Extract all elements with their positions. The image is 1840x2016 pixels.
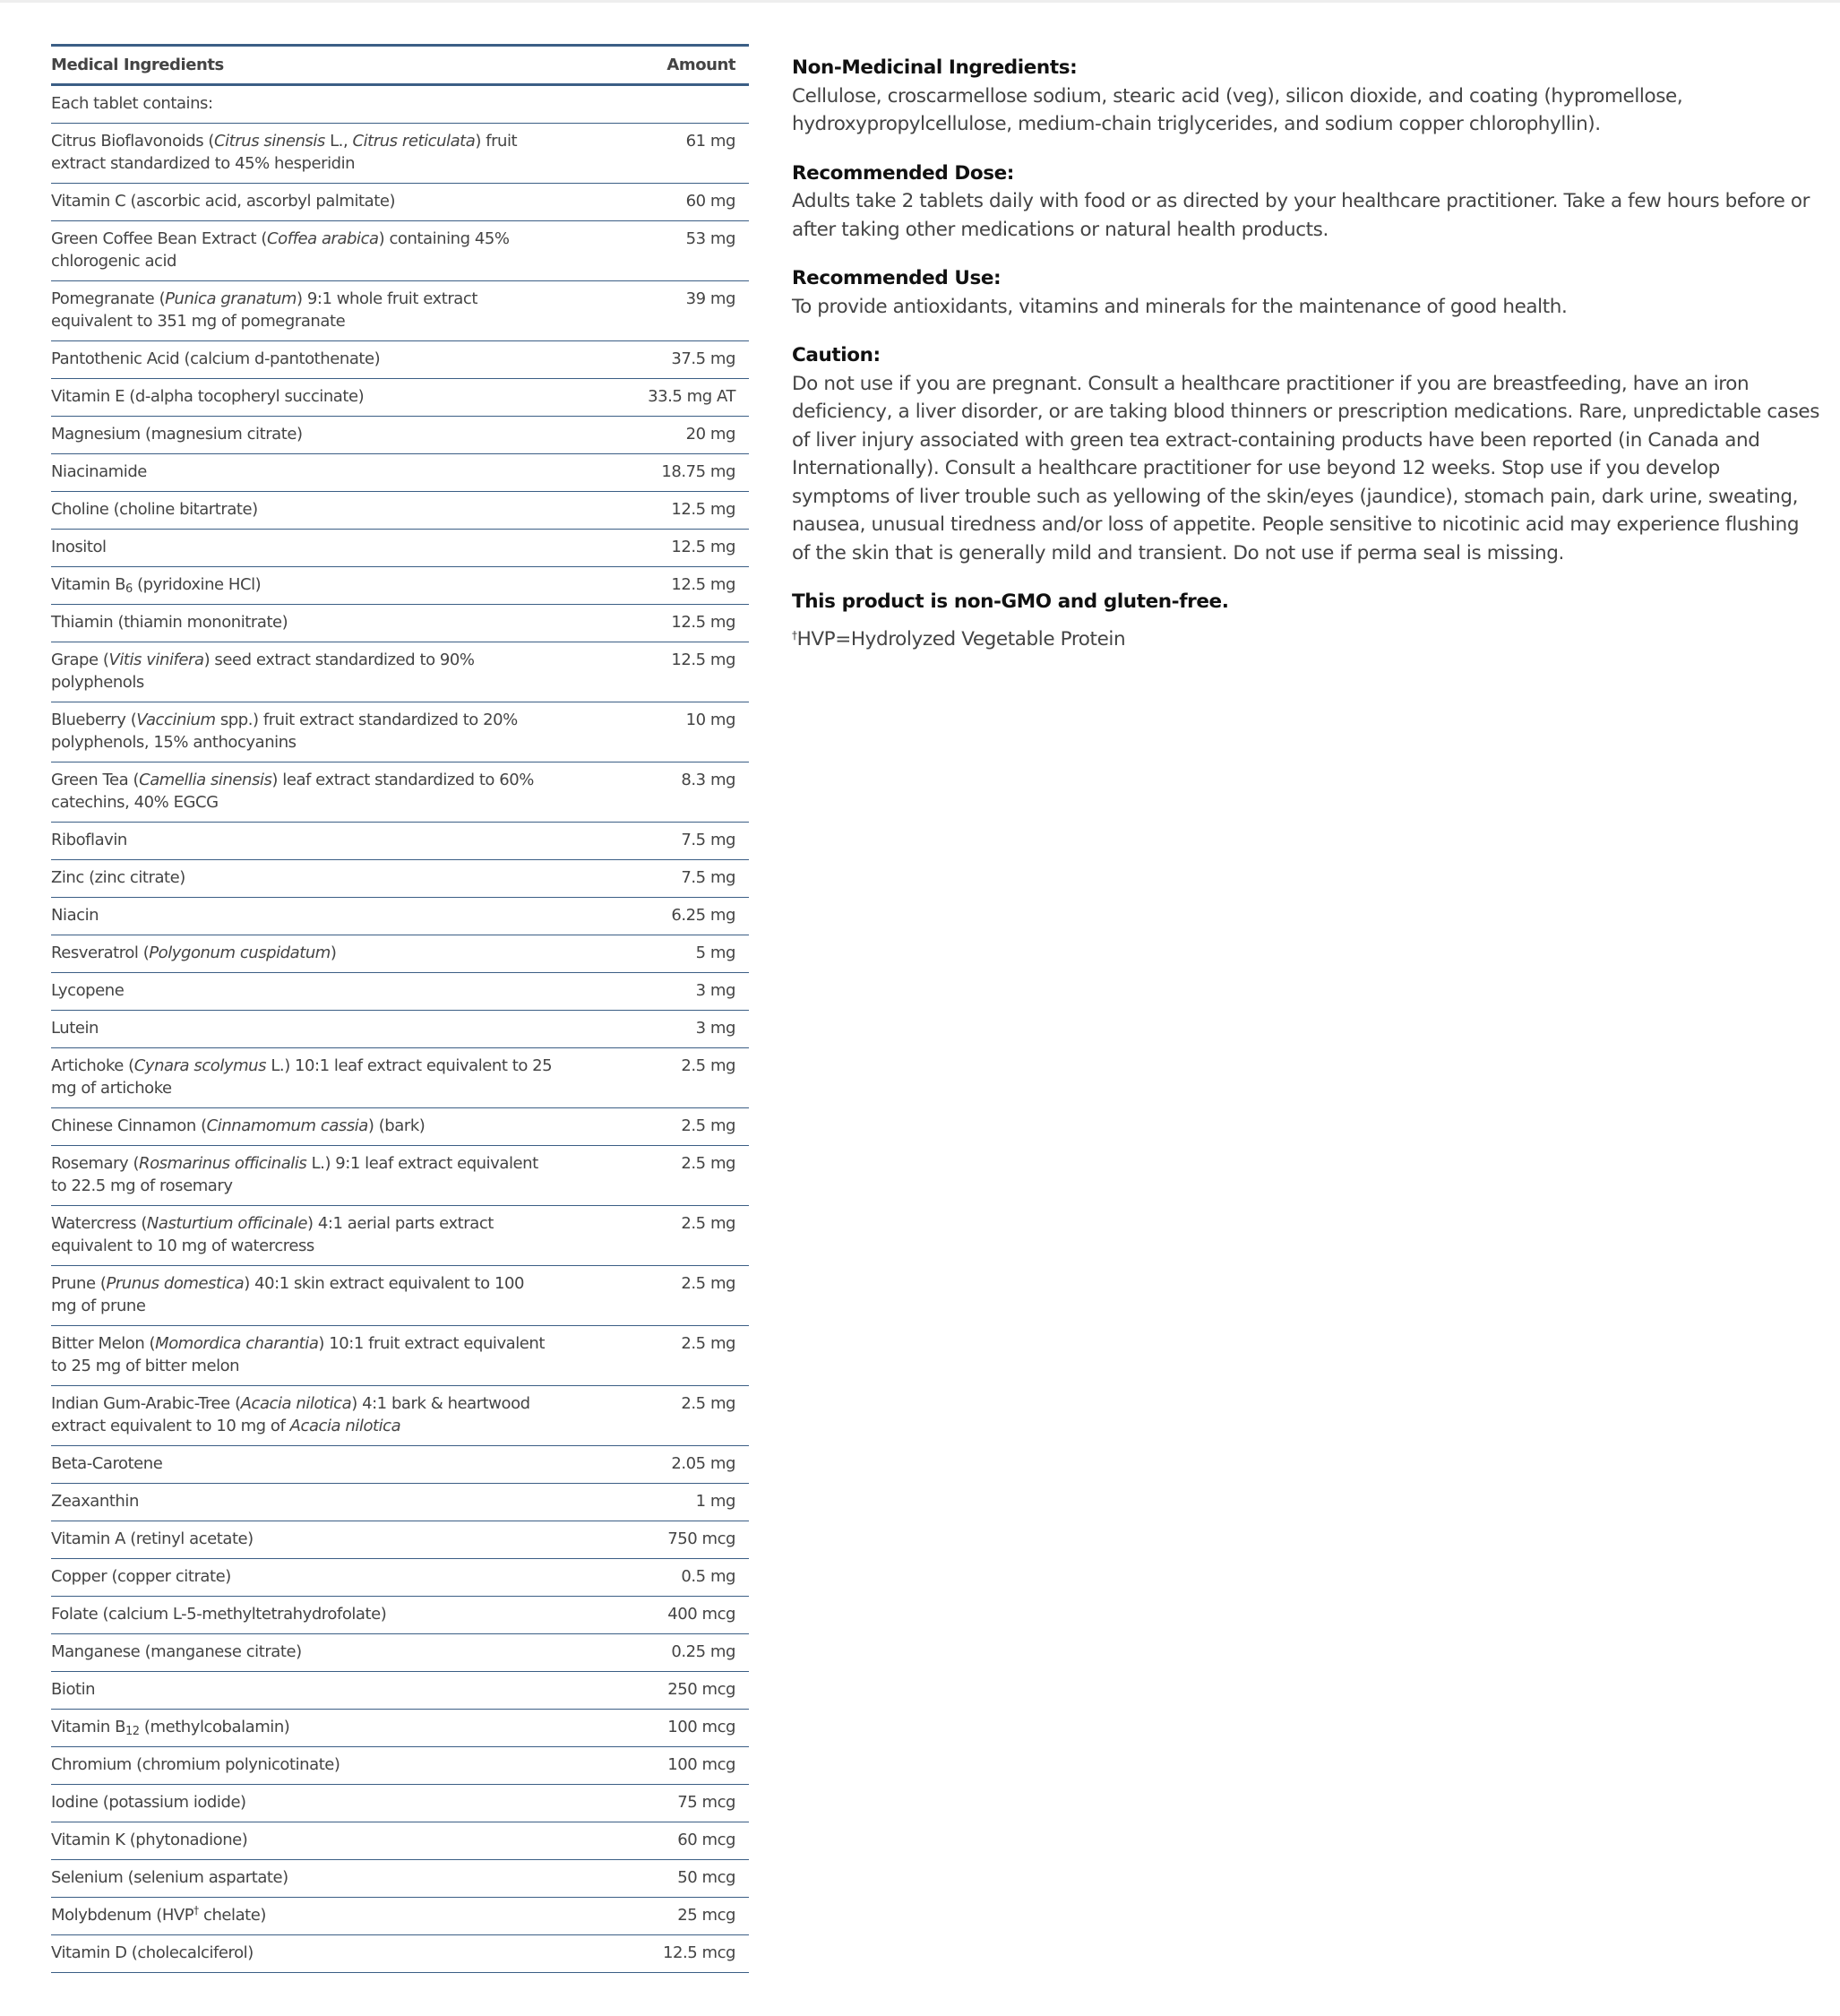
name-text: ) leaf extract standardized to 60% catechins, 40% EGCG <box>51 771 534 812</box>
table-row <box>51 1146 749 1206</box>
latin-name: Acacia nilotica <box>289 1417 401 1435</box>
latin-name: Acacia nilotica <box>240 1394 352 1413</box>
dagger-mark: † <box>792 628 797 642</box>
name-text: Magnesium (magnesium citrate) <box>51 425 303 444</box>
name-text: Grape ( <box>51 650 109 669</box>
ingredient-amount: 5 mg <box>562 935 749 973</box>
name-text: Iodine (potassium iodide) <box>51 1793 246 1812</box>
ingredient-name <box>51 1048 562 1108</box>
ingredient-name <box>51 1326 562 1386</box>
table-row <box>51 1860 749 1898</box>
ingredient-name <box>51 454 562 492</box>
ingredient-name <box>51 1672 562 1710</box>
latin-name: Coffea arabica <box>267 229 379 248</box>
ingredient-amount: 3 mg <box>562 973 749 1011</box>
ingredient-name <box>51 702 562 762</box>
table-row <box>51 1559 749 1597</box>
ingredient-amount: 39 mg <box>562 281 749 341</box>
ingredient-amount: 61 mg <box>562 124 749 184</box>
use-heading: Recommended Use: <box>792 267 1002 289</box>
table-row <box>51 1898 749 1935</box>
name-text: Pantothenic Acid (calcium d-pantothenate) <box>51 349 381 368</box>
ingredient-amount: 3 mg <box>562 1011 749 1048</box>
table-row <box>51 860 749 898</box>
name-text: chelate) <box>198 1906 266 1925</box>
ingredient-name <box>51 1597 562 1634</box>
latin-name: Momordica charantia <box>155 1334 319 1353</box>
script-text: 12 <box>125 1725 140 1738</box>
table-header-row <box>51 46 749 85</box>
name-text: L., <box>324 132 353 151</box>
name-text: Vitamin C (ascorbic acid, ascorbyl palmitate) <box>51 192 396 211</box>
dose-heading: Recommended Dose: <box>792 161 1014 185</box>
amount-column-header: Amount <box>562 46 749 85</box>
name-text: Vitamin E (d-alpha tocopheryl succinate) <box>51 387 365 406</box>
table-row <box>51 1634 749 1672</box>
latin-name: Prunus domestica <box>106 1274 245 1293</box>
ingredient-name <box>51 567 562 605</box>
ingredient-name <box>51 1146 562 1206</box>
ingredient-name <box>51 124 562 184</box>
ingredient-name <box>51 1484 562 1521</box>
name-text: Chromium (chromium polynicotinate) <box>51 1755 340 1774</box>
ingredient-amount: 75 mcg <box>562 1785 749 1822</box>
ingredient-name <box>51 379 562 417</box>
table-row <box>51 605 749 642</box>
name-text: Bitter Melon ( <box>51 1334 156 1353</box>
ingredient-column-header: Medical Ingredients <box>51 46 562 85</box>
ingredient-name <box>51 605 562 642</box>
ingredient-name <box>51 1860 562 1898</box>
ingredient-name <box>51 341 562 379</box>
name-text: ) (bark) <box>367 1116 426 1135</box>
name-text: Zeaxanthin <box>51 1492 139 1511</box>
ingredient-amount: 53 mg <box>562 221 749 281</box>
ingredient-amount: 250 mcg <box>562 1672 749 1710</box>
ingredient-amount: 0.5 mg <box>562 1559 749 1597</box>
ingredient-amount: 25 mcg <box>562 1898 749 1935</box>
name-text: Biotin <box>51 1680 96 1699</box>
ingredient-amount: 37.5 mg <box>562 341 749 379</box>
table-row <box>51 417 749 454</box>
latin-name: Polygonum cuspidatum <box>149 943 331 962</box>
ingredient-name <box>51 221 562 281</box>
name-text: Choline (choline bitartrate) <box>51 500 258 519</box>
use-text: To provide antioxidants, vitamins and minerals for the maintenance of good health. <box>792 295 1568 318</box>
table-row <box>51 1484 749 1521</box>
ingredient-name <box>51 1011 562 1048</box>
ingredient-name <box>51 860 562 898</box>
non-medicinal-section <box>792 54 1822 139</box>
table-row <box>51 1822 749 1860</box>
ingredient-name <box>51 530 562 567</box>
name-text: Copper (copper citrate) <box>51 1567 231 1586</box>
ingredient-amount: 2.5 mg <box>562 1048 749 1108</box>
name-text: ) containing 45% chlorogenic acid <box>51 229 510 271</box>
ingredient-name <box>51 1785 562 1822</box>
latin-name: Citrus sinensis <box>214 132 325 151</box>
ingredient-name <box>51 1747 562 1785</box>
name-text: ) 4:1 aerial parts extract equivalent to 10 mg of watercress <box>51 1214 494 1255</box>
ingredient-amount: 12.5 mg <box>562 567 749 605</box>
table-row <box>51 530 749 567</box>
ingredient-amount: 1 mg <box>562 1484 749 1521</box>
name-text: Green Coffee Bean Extract ( <box>51 229 268 248</box>
name-text: Artichoke ( <box>51 1056 134 1075</box>
name-text: Indian Gum-Arabic-Tree ( <box>51 1394 241 1413</box>
non-medicinal-text: Cellulose, croscarmellose sodium, stearic acid (veg), silicon dioxide, and coating (hypromellose, hydroxypropylcellulose, medium-chain triglycerides, and sodium copper chlorophyllin). <box>792 84 1683 135</box>
ingredient-name <box>51 1521 562 1559</box>
name-text: Inositol <box>51 538 107 556</box>
ingredient-name <box>51 898 562 935</box>
ingredient-name <box>51 823 562 860</box>
ingredient-amount: 50 mcg <box>562 1860 749 1898</box>
name-text: Prune ( <box>51 1274 107 1293</box>
ingredient-name <box>51 1898 562 1935</box>
ingredient-name <box>51 935 562 973</box>
non-medicinal-heading: Non-Medicinal Ingredients: <box>792 56 1078 79</box>
ingredient-amount: 2.5 mg <box>562 1146 749 1206</box>
ingredient-amount: 8.3 mg <box>562 762 749 823</box>
table-row <box>51 1108 749 1146</box>
latin-name: Nasturtium officinale <box>146 1214 308 1233</box>
name-text: Resveratrol ( <box>51 943 150 962</box>
name-text: Vitamin D (cholecalciferol) <box>51 1943 254 1962</box>
name-text: Rosemary ( <box>51 1154 140 1173</box>
ingredient-name <box>51 281 562 341</box>
name-text: Vitamin B <box>51 1718 125 1736</box>
ingredient-name <box>51 1108 562 1146</box>
name-text: ) 9:1 whole fruit extract equivalent to 351 mg of pomegranate <box>51 289 477 331</box>
ingredient-name <box>51 1386 562 1446</box>
ingredient-amount: 12.5 mg <box>562 642 749 702</box>
latin-name: Rosmarinus officinalis <box>139 1154 307 1173</box>
ingredient-amount: 2.05 mg <box>562 1446 749 1484</box>
ingredient-amount: 100 mcg <box>562 1747 749 1785</box>
name-text: Niacin <box>51 906 99 925</box>
ingredients-table-container <box>51 44 749 1973</box>
table-row <box>51 1521 749 1559</box>
ingredient-name <box>51 492 562 530</box>
ingredient-amount: 400 mcg <box>562 1597 749 1634</box>
latin-name: Vitis vinifera <box>108 650 204 669</box>
latin-name: Citrus reticulata <box>352 132 476 151</box>
table-row <box>51 341 749 379</box>
dose-section <box>792 159 1822 245</box>
table-row <box>51 762 749 823</box>
ingredient-amount: 2.5 mg <box>562 1326 749 1386</box>
name-text: ) 10:1 fruit extract equivalent to 25 mg of bitter melon <box>51 1334 545 1375</box>
dose-text: Adults take 2 tablets daily with food or as directed by your healthcare practitioner. Take a few hours before or after taking other medications or natural health products. <box>792 190 1810 241</box>
ingredient-name <box>51 1266 562 1326</box>
ingredient-amount: 750 mcg <box>562 1521 749 1559</box>
table-row <box>51 702 749 762</box>
table-row <box>51 1386 749 1446</box>
ingredient-amount: 18.75 mg <box>562 454 749 492</box>
name-text: ) <box>330 943 337 962</box>
ingredient-amount: 7.5 mg <box>562 860 749 898</box>
table-row <box>51 1206 749 1266</box>
table-row <box>51 124 749 184</box>
name-text: spp.) fruit extract standardized to 20% polyphenols, 15% anthocyanins <box>51 711 518 752</box>
name-text: Zinc (zinc citrate) <box>51 868 185 887</box>
intro-text: Each tablet contains: <box>51 85 749 124</box>
ingredient-amount: 7.5 mg <box>562 823 749 860</box>
non-gmo-note: This product is non-GMO and gluten-free. <box>792 590 1229 613</box>
latin-name: Cynara scolymus <box>133 1056 267 1075</box>
ingredient-amount: 20 mg <box>562 417 749 454</box>
ingredient-name <box>51 1206 562 1266</box>
ingredient-name <box>51 1559 562 1597</box>
name-text: Blueberry ( <box>51 711 137 729</box>
table-row <box>51 379 749 417</box>
table-row <box>51 898 749 935</box>
name-text: Folate (calcium L-5-methyltetrahydrofolate) <box>51 1605 387 1624</box>
name-text: Selenium (selenium aspartate) <box>51 1868 288 1887</box>
ingredient-amount: 33.5 mg AT <box>562 379 749 417</box>
name-text: Lycopene <box>51 981 125 1000</box>
ingredient-amount: 12.5 mg <box>562 530 749 567</box>
ingredient-amount: 2.5 mg <box>562 1386 749 1446</box>
ingredient-name <box>51 417 562 454</box>
table-row <box>51 973 749 1011</box>
name-text: L.) 10:1 leaf extract equivalent to 25 mg of artichoke <box>51 1056 553 1098</box>
table-row <box>51 1935 749 1973</box>
name-text: Green Tea ( <box>51 771 140 789</box>
use-section <box>792 264 1822 321</box>
table-row <box>51 281 749 341</box>
ingredient-amount: 2.5 mg <box>562 1266 749 1326</box>
name-text: Lutein <box>51 1019 99 1038</box>
ingredient-amount: 12.5 mg <box>562 492 749 530</box>
table-row <box>51 1785 749 1822</box>
ingredient-amount: 12.5 mcg <box>562 1935 749 1973</box>
name-text: Watercress ( <box>51 1214 147 1233</box>
name-text: Manganese (manganese citrate) <box>51 1642 302 1661</box>
table-row <box>51 1747 749 1785</box>
latin-name: Vaccinium <box>136 711 216 729</box>
name-text: L.) 9:1 leaf extract equivalent to 22.5 mg of rosemary <box>51 1154 538 1195</box>
ingredient-amount: 0.25 mg <box>562 1634 749 1672</box>
table-row <box>51 1011 749 1048</box>
ingredient-name <box>51 1935 562 1973</box>
ingredient-name <box>51 762 562 823</box>
hvp-footnote-text: HVP=Hydrolyzed Vegetable Protein <box>796 627 1126 650</box>
ingredient-amount: 60 mg <box>562 184 749 221</box>
name-text: Beta-Carotene <box>51 1454 163 1473</box>
name-text: Citrus Bioflavonoids ( <box>51 132 215 151</box>
name-text: Riboflavin <box>51 831 127 849</box>
name-text: Pomegranate ( <box>51 289 166 308</box>
ingredient-amount: 2.5 mg <box>562 1206 749 1266</box>
ingredient-name <box>51 184 562 221</box>
name-text: Chinese Cinnamon ( <box>51 1116 207 1135</box>
caution-text: Do not use if you are pregnant. Consult a healthcare practitioner if you are breastfeeding, have an iron deficiency, a liver disorder, or are taking blood thinners or prescription medications. Rare, unpredictable cases of liver injury associated with green tea extract-containing products have been reported (in Canada and Internationally). Consult a healthcare practitioner for use beyond 12 weeks. Stop use if you develop symptoms of liver trouble such as yellowing of the skin/eyes (jaundice), stomach pain, dark urine, sweating, nausea, unusual tiredness and/or loss of appetite. People sensitive to nicotinic acid may experience flushing of the skin that is generally mild and transient. Do not use if perma seal is missing. <box>792 372 1820 564</box>
ingredient-amount: 60 mcg <box>562 1822 749 1860</box>
ingredient-name <box>51 642 562 702</box>
table-row <box>51 567 749 605</box>
table-row <box>51 184 749 221</box>
table-row <box>51 454 749 492</box>
table-row <box>51 1597 749 1634</box>
ingredient-amount: 12.5 mg <box>562 605 749 642</box>
caution-section <box>792 341 1822 567</box>
name-text: Niacinamide <box>51 462 147 481</box>
name-text: ) seed extract standardized to 90% polyphenols <box>51 650 475 692</box>
ingredient-amount: 2.5 mg <box>562 1108 749 1146</box>
medical-ingredients-table <box>51 44 749 1973</box>
latin-name: Punica granatum <box>165 289 297 308</box>
name-text: (methylcobalamin) <box>139 1718 290 1736</box>
name-text: Vitamin A (retinyl acetate) <box>51 1529 254 1548</box>
table-row <box>51 642 749 702</box>
table-row <box>51 1048 749 1108</box>
latin-name: Cinnamomum cassia <box>206 1116 368 1135</box>
ingredient-name <box>51 1446 562 1484</box>
ingredient-amount: 10 mg <box>562 702 749 762</box>
ingredient-name <box>51 1710 562 1747</box>
name-text: Molybdenum (HVP <box>51 1906 194 1925</box>
ingredient-amount: 100 mcg <box>562 1710 749 1747</box>
name-text: (pyridoxine HCl) <box>132 575 262 594</box>
table-row <box>51 823 749 860</box>
ingredient-name <box>51 1822 562 1860</box>
name-text: ) 4:1 bark & heartwood extract equivalent to 10 mg of <box>51 1394 530 1435</box>
table-row <box>51 935 749 973</box>
table-row <box>51 1710 749 1747</box>
name-text: ) 40:1 skin extract equivalent to 100 mg of prune <box>51 1274 524 1315</box>
top-bar <box>0 0 1840 3</box>
caution-heading: Caution: <box>792 344 881 366</box>
name-text: Thiamin (thiamin mononitrate) <box>51 613 288 632</box>
latin-name: Camellia sinensis <box>139 771 272 789</box>
intro-row <box>51 85 749 124</box>
name-text: ) fruit extract standardized to 45% hesperidin <box>51 132 518 173</box>
product-info-panel <box>792 54 1822 653</box>
table-body <box>51 85 749 1973</box>
table-row <box>51 1326 749 1386</box>
hvp-footnote <box>792 625 1822 654</box>
table-row <box>51 221 749 281</box>
name-text: Vitamin B <box>51 575 125 594</box>
ingredient-name <box>51 1634 562 1672</box>
name-text: Vitamin K (phytonadione) <box>51 1831 248 1849</box>
script-text: 6 <box>125 582 133 596</box>
script-text: † <box>193 1904 199 1917</box>
ingredient-amount: 6.25 mg <box>562 898 749 935</box>
table-row <box>51 492 749 530</box>
ingredient-name <box>51 973 562 1011</box>
table-row <box>51 1266 749 1326</box>
table-row <box>51 1672 749 1710</box>
table-row <box>51 1446 749 1484</box>
